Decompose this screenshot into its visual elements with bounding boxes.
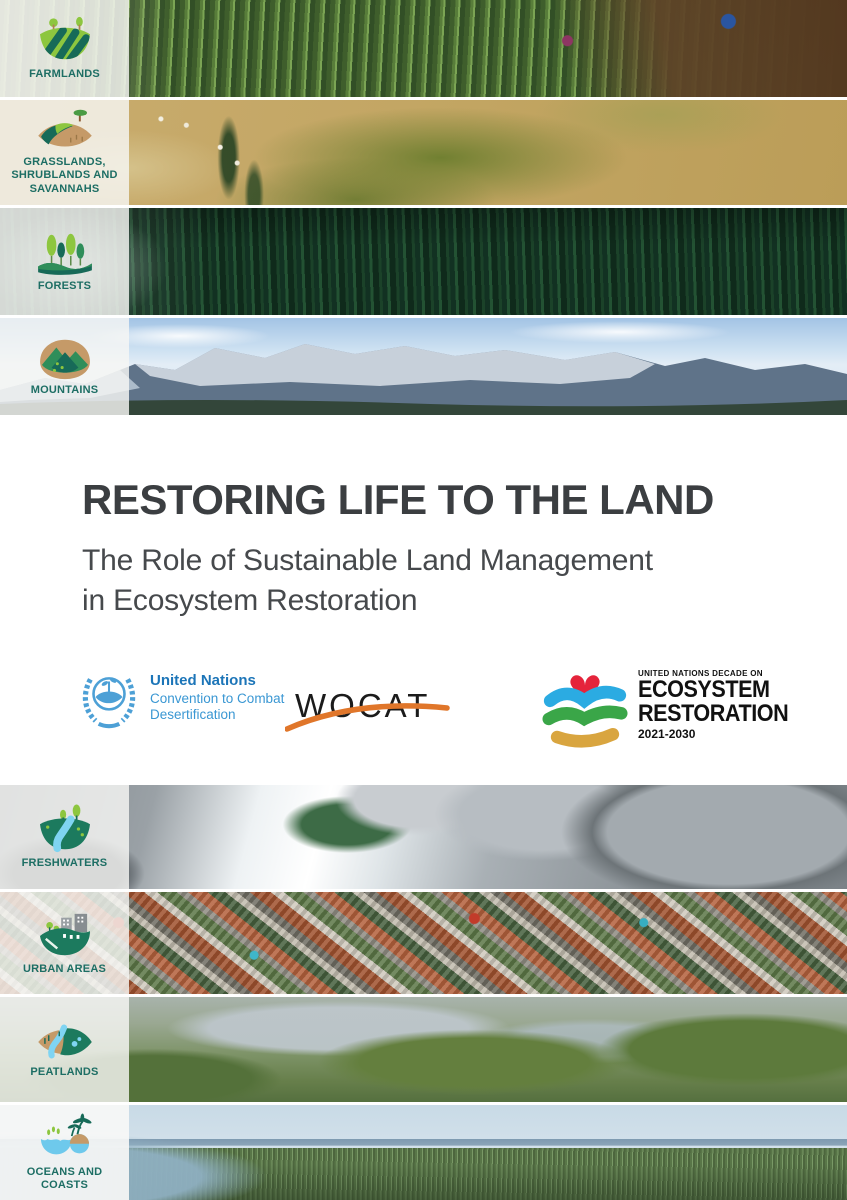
unccd-convention-name: Convention to Combat Desertification <box>150 691 285 723</box>
decade-title-line2: RESTORATION <box>638 699 789 727</box>
tile-farmlands <box>0 0 129 97</box>
urban-areas-label: URBAN AREAS <box>22 962 107 975</box>
forests-photo-band <box>0 208 847 315</box>
mountains-icon <box>34 335 96 381</box>
unccd-logo-text <box>150 672 284 723</box>
tile-freshwaters <box>0 785 129 889</box>
decade-logo-text <box>638 669 805 741</box>
oceans-coasts-photo-band <box>0 1105 847 1200</box>
mountains-label: MOUNTAINS <box>30 384 99 397</box>
grasslands-icon <box>34 109 96 153</box>
urban-areas-icon <box>34 910 96 960</box>
peatlands-photo-band <box>0 997 847 1102</box>
tile-urban-areas <box>0 892 129 994</box>
tile-forests <box>0 208 129 315</box>
farmlands-label: FARMLANDS <box>29 68 100 81</box>
title-section <box>0 415 847 785</box>
tile-grasslands <box>0 100 129 205</box>
page-title: RESTORING LIFE TO THE LAND <box>82 476 714 523</box>
freshwaters-label: FRESHWATERS <box>21 856 108 869</box>
un-emblem-icon <box>78 667 140 729</box>
wocat-wordmark: WOCAT <box>295 687 431 724</box>
peatlands-label: PEATLANDS <box>30 1066 99 1079</box>
decade-heart-waves-icon <box>540 659 630 751</box>
tile-oceans-and-coasts <box>0 1105 129 1200</box>
partner-logos-row <box>0 655 847 775</box>
forests-label: FORESTS <box>37 280 92 293</box>
wocat-swoosh-icon <box>285 681 450 736</box>
un-decade-logo <box>540 659 805 751</box>
unccd-org-name: United Nations <box>150 672 256 690</box>
forests-icon <box>34 229 96 277</box>
mountains-photo-band <box>0 318 847 415</box>
oceans-and-coasts-label: OCEANS AND COASTS <box>26 1165 103 1191</box>
peatlands-icon <box>34 1019 96 1063</box>
farmlands-photo-band <box>0 0 847 97</box>
freshwaters-icon <box>34 804 96 854</box>
title-block <box>82 476 714 620</box>
urban-areas-photo-band <box>0 892 847 994</box>
oceans-and-coasts-icon <box>33 1113 97 1163</box>
tile-peatlands <box>0 997 129 1102</box>
unccd-logo <box>78 667 284 729</box>
wocat-logo <box>285 681 450 736</box>
tile-mountains <box>0 318 129 415</box>
freshwaters-photo-band <box>0 785 847 889</box>
grasslands-label: GRASSLANDS, SHRUBLANDS AND SAVANNAHS <box>11 155 118 195</box>
grasslands-photo-band <box>0 100 847 205</box>
decade-kicker: UNITED NATIONS DECADE ON <box>638 668 763 678</box>
decade-title-line1: ECOSYSTEM <box>638 675 770 703</box>
decade-years: 2021-2030 <box>638 727 696 742</box>
farmlands-icon <box>34 15 96 65</box>
page-subtitle: The Role of Sustainable Land Management in Ecosystem Restoration <box>82 544 653 617</box>
